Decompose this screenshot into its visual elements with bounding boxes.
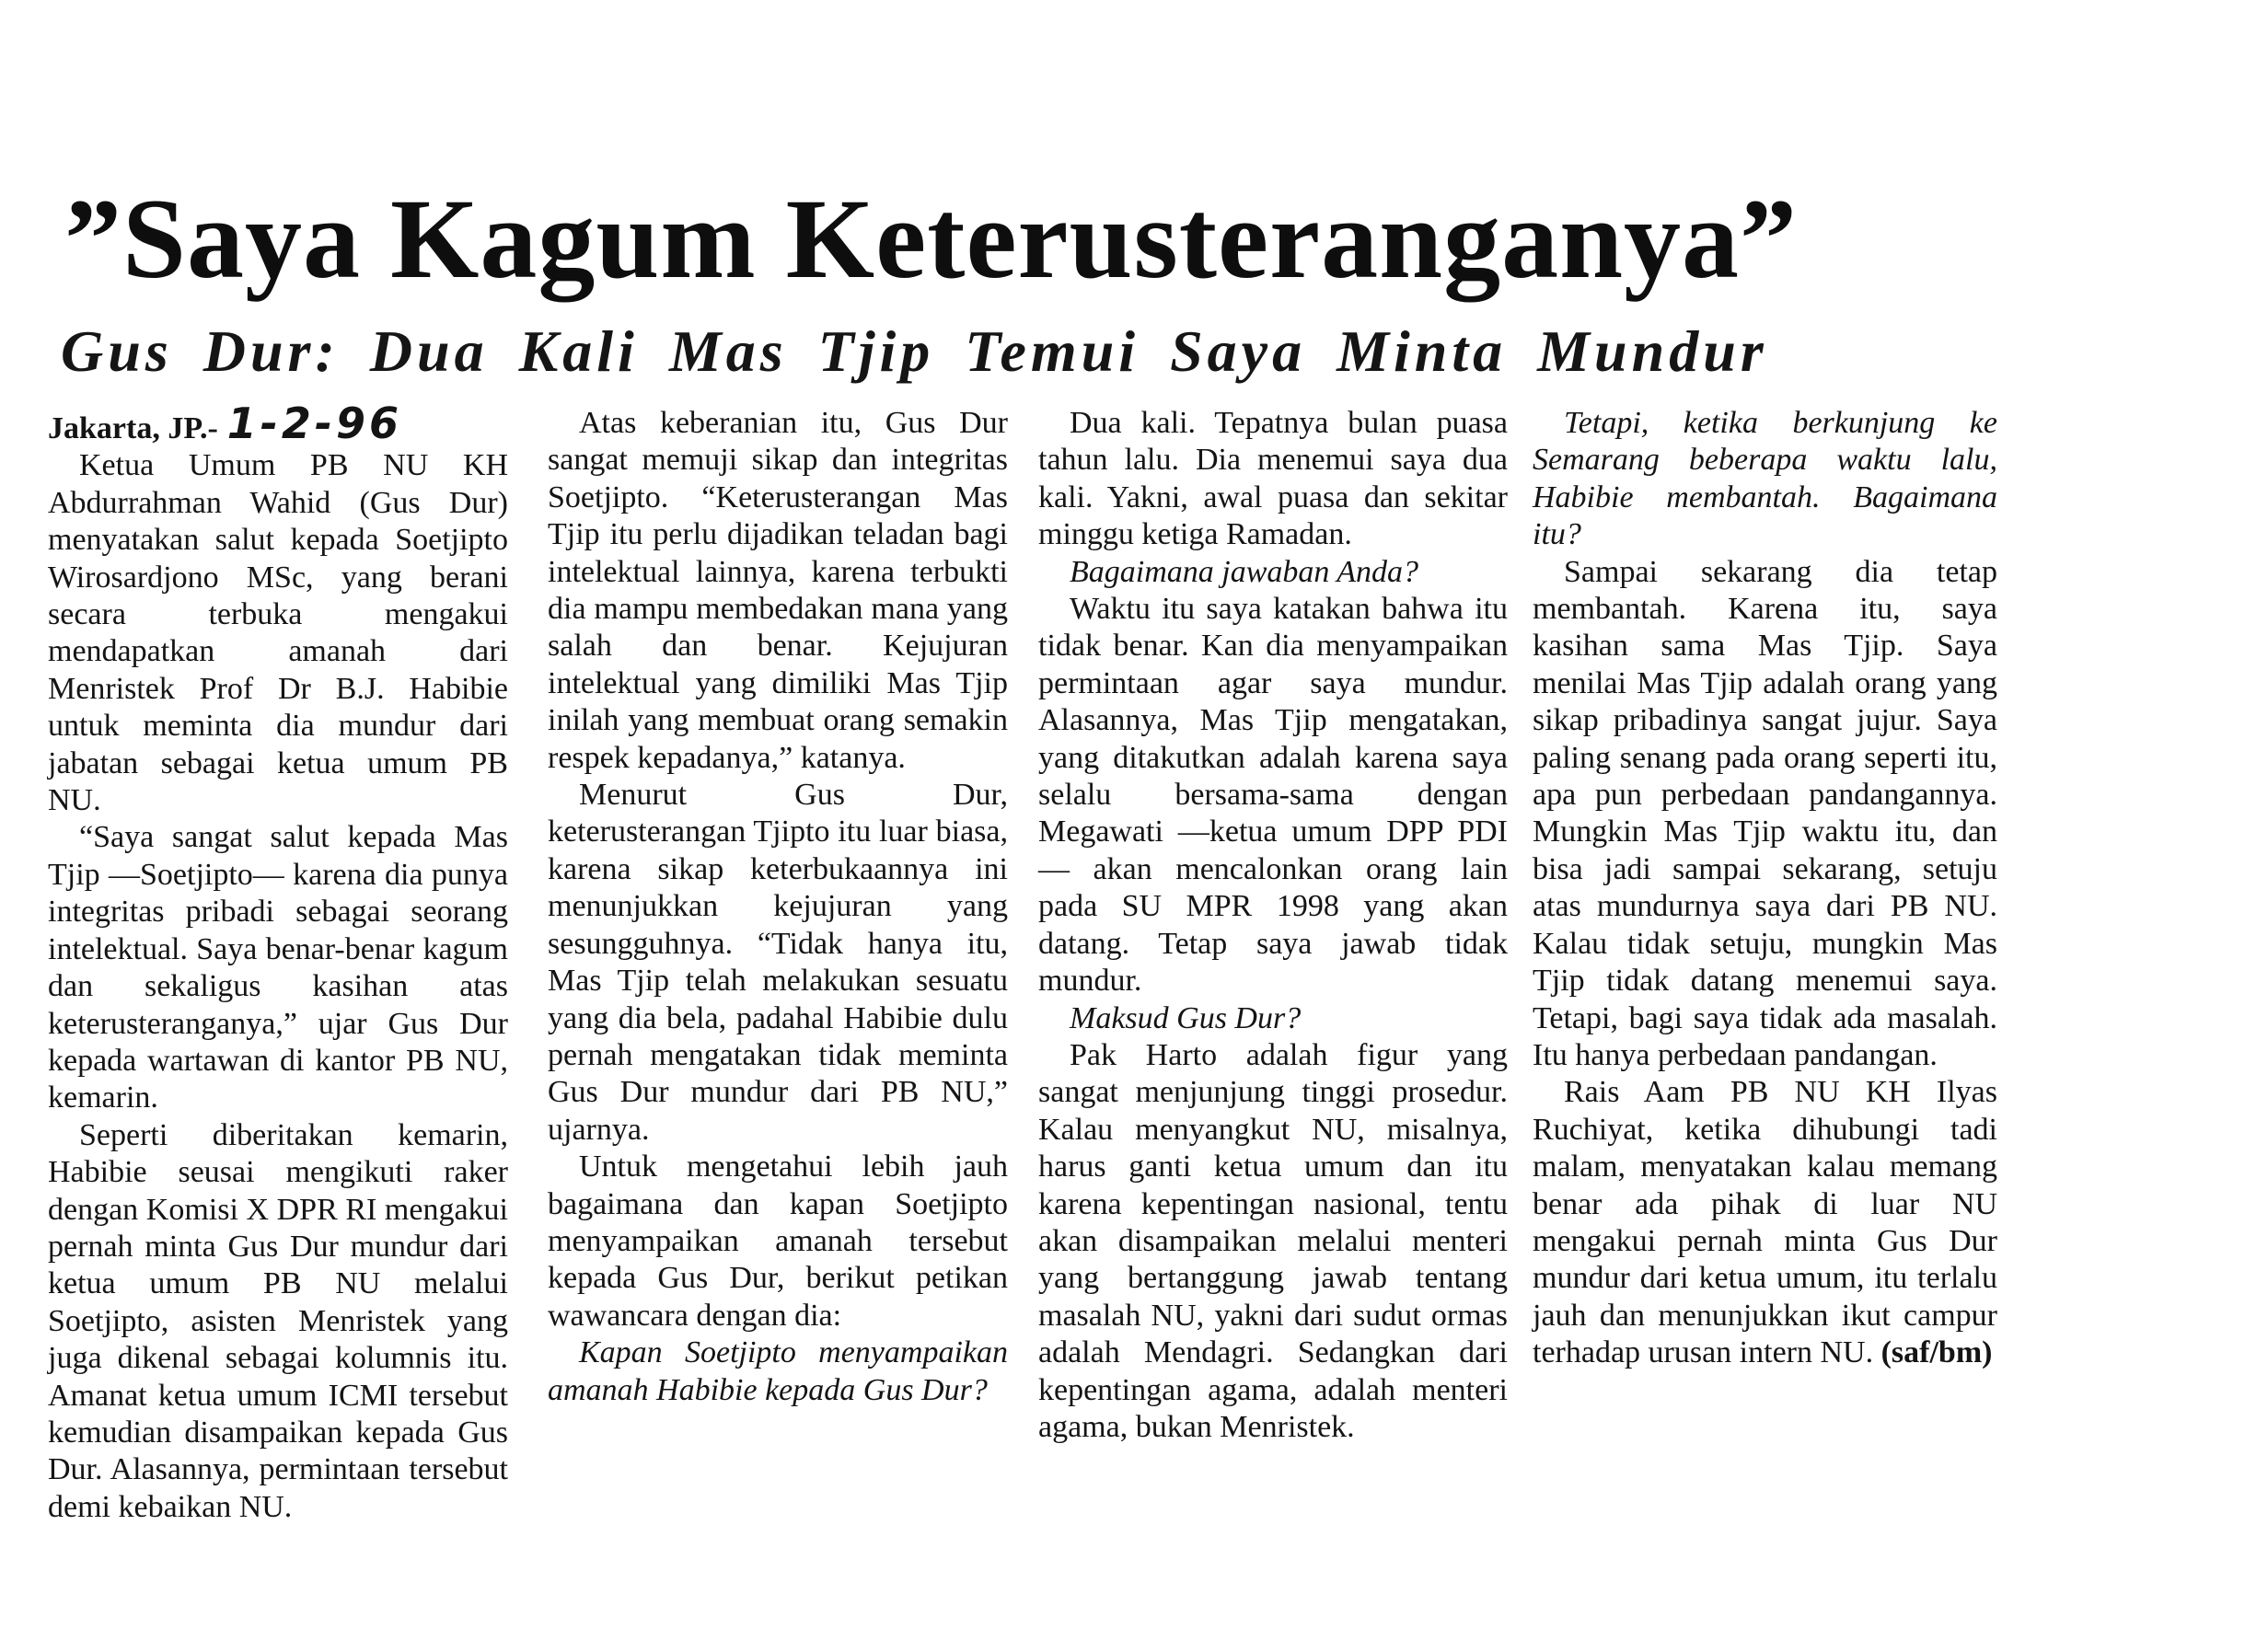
article-paragraph: Seperti diberitakan kemarin, Habibie seusai mengikuti raker dengan Komisi X DPR RI mengakui pernah minta Gus Dur mundur dari ketua umum PB NU melalui Soetjipto, asisten Menristek yang juga dikenal sebagai kolumnis itu. Amanat ketua umum ICMI tersebut kemudian disampaikan kepada Gus Dur. Alasannya, permintaan tersebut demi kebaikan NU. xyxy=(48,1117,508,1524)
interview-answer: Sampai sekarang dia tetap membantah. Karena itu, saya kasihan sama Mas Tjip. Saya menilai Mas Tjip adalah orang yang sikap pribadinya sangat jujur. Saya paling senang pada orang seperti itu, apa pun perbedaan pandangannya. Mungkin Mas Tjip waktu itu, dan bisa jadi sampai sekarang, setuju atas mundurnya saya dari PB NU. Kalau tidak setuju, mungkin Mas Tjip tidak datang menemui saya. Tetapi, bagi saya tidak ada masalah. Itu hanya perbedaan pandangan. xyxy=(1533,554,1997,1072)
interview-question: Bagaimana jawaban Anda? xyxy=(1070,554,1419,589)
article-headline: ”Saya Kagum Keterusteranganya” xyxy=(64,176,1799,302)
interview-answer: Waktu itu saya katakan bahwa itu tidak benar. Kan dia menyampaikan permintaan agar saya mundur. Alasannya, Mas Tjip mengatakan, yang ditakutkan adalah karena saya selalu bersama-sama dengan Megawati —ketua umum DPP PDI— akan mencalonkan orang lain pada SU MPR 1998 yang akan datang. Tetap saya jawab tidak mundur. xyxy=(1038,592,1508,999)
interview-question: Kapan Soetjipto menyampaikan amanah Habibie kepada Gus Dur? xyxy=(548,1335,1008,1407)
article-paragraph: Ketua Umum PB NU KH Abdurrahman Wahid (Gus Dur) menyatakan salut kepada Soetjipto Wirosardjono MSc, yang berani secara terbuka mengakui mendapatkan amanah dari Menristek Prof Dr B.J. Habibie untuk meminta dia mundur dari jabatan sebagai ketua umum PB NU. xyxy=(48,448,508,818)
interview-answer: Pak Harto adalah figur yang sangat menjunjung tinggi prosedur. Kalau menyangkut NU, misalnya, harus ganti ketua umum dan itu karena kepentingan nasional, tentu akan disampaikan melalui menteri yang bertanggung jawab tentang masalah NU, yakni dari sudut ormas adalah Mendagri. Sedangkan dari kepentingan agama, adalah menteri agama, bukan Menristek. xyxy=(1038,1037,1508,1444)
handwritten-date: 1-2-96 xyxy=(226,399,403,448)
article-column-2 xyxy=(548,405,1008,1409)
article-column-4 xyxy=(1533,405,1997,1372)
article-paragraph xyxy=(1533,1074,1997,1371)
article-subheadline: Gus Dur: Dua Kali Mas Tjip Temui Saya Minta Mundur xyxy=(61,318,1768,384)
article-paragraph: Untuk mengetahui lebih jauh bagaimana dan kapan Soetjipto menyampaikan amanah tersebut kepada Gus Dur, berikut petikan wawancara dengan dia: xyxy=(548,1150,1008,1333)
author-signature: (saf/bm) xyxy=(1880,1335,1993,1370)
interview-question: Maksud Gus Dur? xyxy=(1070,1000,1302,1035)
interview-question: Tetapi, ketika berkunjung ke Semarang beberapa waktu lalu, Habibie membantah. Bagaimana itu? xyxy=(1533,406,1997,552)
article-paragraph: Atas keberanian itu, Gus Dur sangat memuji sikap dan integritas Soetjipto. “Keterusterangan Mas Tjip itu perlu dijadikan teladan bagi intelektual lainnya, karena terbukti dia mampu membedakan mana yang salah dan benar. Kejujuran intelektual yang dimiliki Mas Tjip inilah yang membuat orang semakin respek kepadanya,” katanya. xyxy=(548,406,1008,775)
article-paragraph: “Saya sangat salut kepada Mas Tjip —Soetjipto— karena dia punya integritas pribadi sebagai seorang intelektual. Saya benar-benar kagum dan sekaligus kasihan atas keterusteranganya,” ujar Gus Dur kepada wartawan di kantor PB NU, kemarin. xyxy=(48,820,508,1115)
closing-paragraph-text: Rais Aam PB NU KH Ilyas Ruchiyat, ketika dihubungi tadi malam, menyatakan kalau memang benar ada pihak di luar NU mengakui pernah minta Gus Dur mundur dari ketua umum, itu terlalu jauh dan menunjukkan ikut campur terhadap urusan intern NU. xyxy=(1533,1075,1997,1370)
article-paragraph xyxy=(48,399,508,448)
article-column-1 xyxy=(48,399,508,1526)
article-column-3 xyxy=(1038,405,1508,1446)
dateline: Jakarta, JP.- xyxy=(48,411,218,445)
interview-answer: Dua kali. Tepatnya bulan puasa tahun lalu. Dia menemui saya dua kali. Yakni, awal puasa dan sekitar minggu ketiga Ramadan. xyxy=(1038,406,1508,552)
article-paragraph: Menurut Gus Dur, keterusterangan Tjipto itu luar biasa, karena sikap keterbukaannya ini menunjukkan kejujuran yang sesungguhnya. “Tidak hanya itu, Mas Tjip telah melakukan sesuatu yang dia bela, padahal Habibie dulu pernah mengatakan tidak meminta Gus Dur mundur dari PB NU,” ujarnya. xyxy=(548,778,1008,1147)
